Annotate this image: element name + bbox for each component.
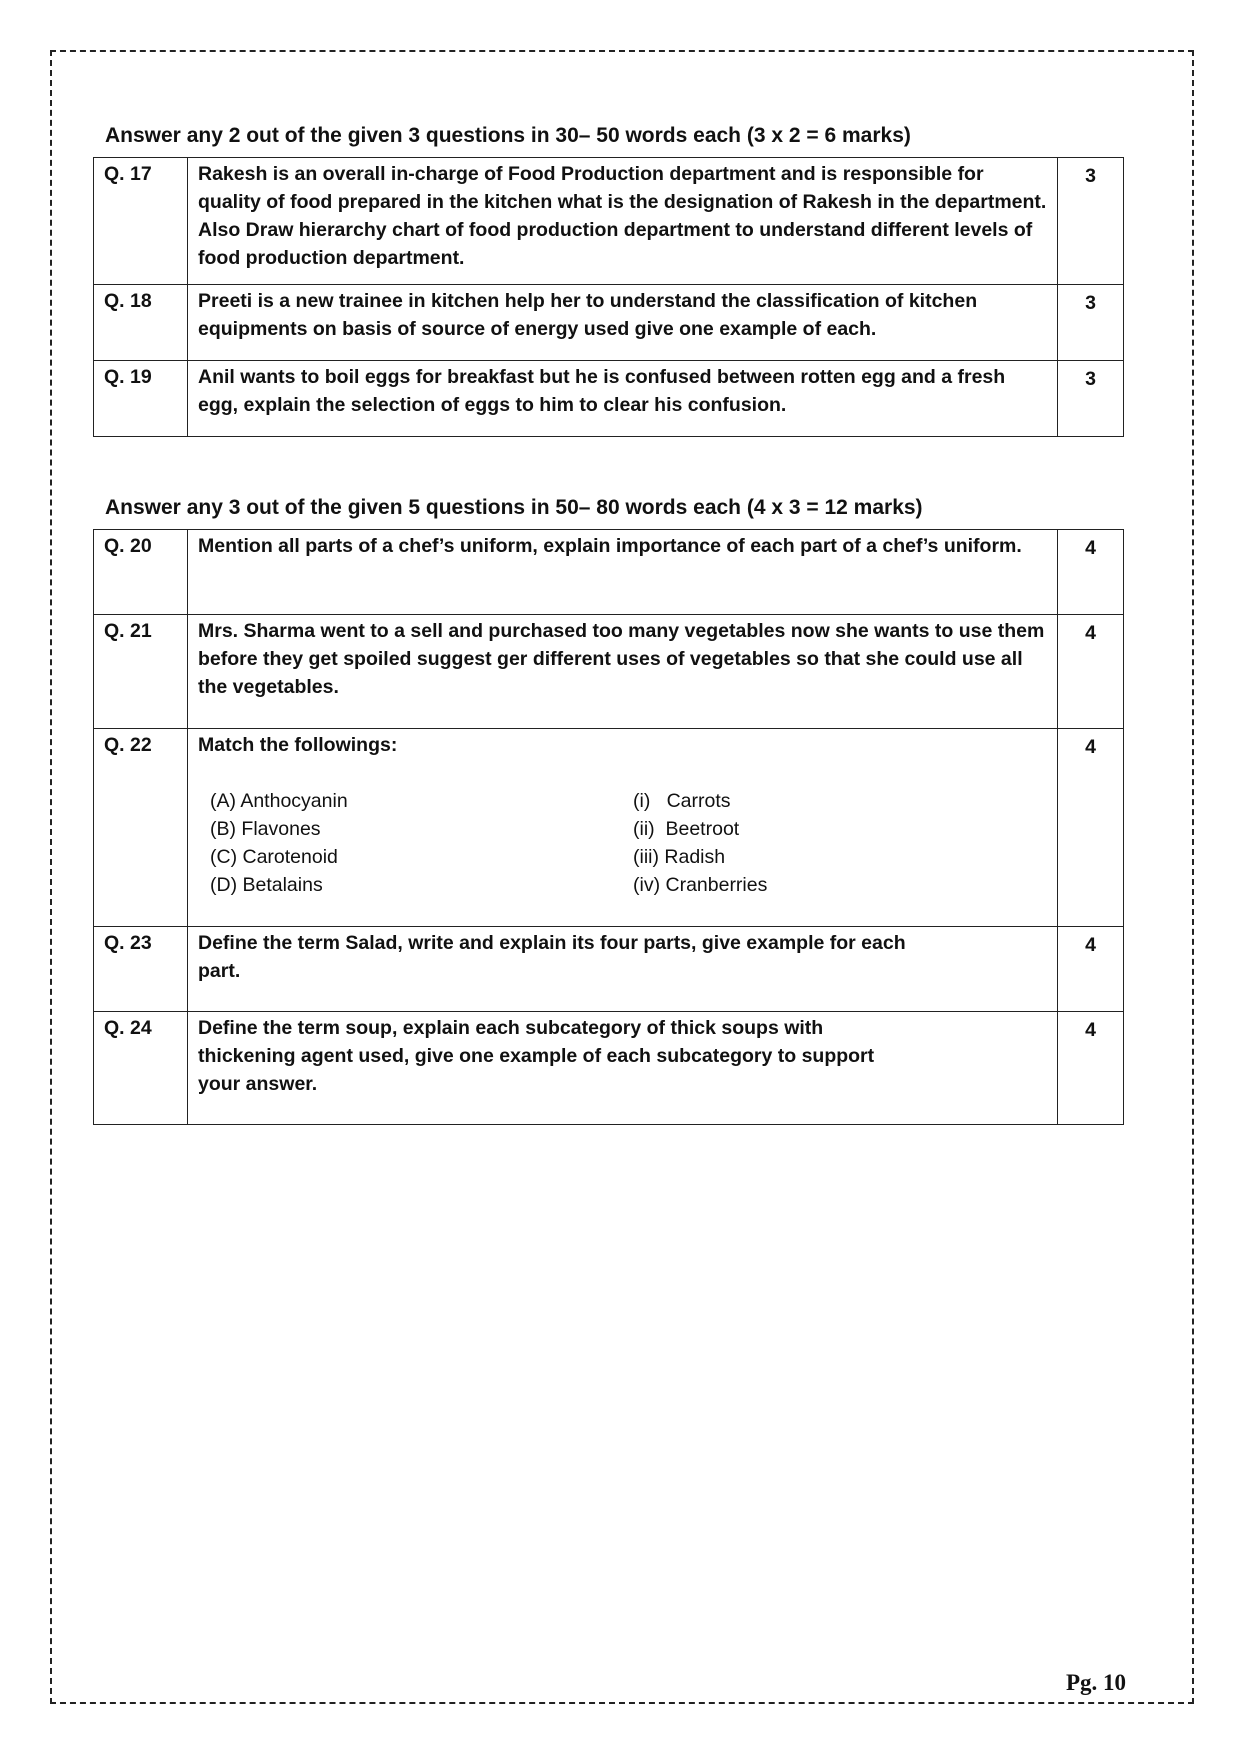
question-marks: 4 bbox=[1058, 530, 1124, 615]
question-text-cell bbox=[188, 729, 1058, 927]
question-number: Q. 23 bbox=[94, 927, 188, 1012]
question-number: Q. 20 bbox=[94, 530, 188, 615]
match-left-item: (B) Flavones bbox=[210, 818, 321, 840]
question-text: Mrs. Sharma went to a sell and purchased too many vegetables now she wants to use them before they get spoiled suggest ger different uses of vegetables so that she could use all the vegetables. bbox=[188, 615, 1058, 729]
question-text: Rakesh is an overall in-charge of Food Production department and is responsible for quality of food prepared in the kitchen what is the designation of Rakesh in the department. Also Draw hierarchy chart of food production department to understand different levels of food production department. bbox=[188, 158, 1058, 285]
question-number: Q. 21 bbox=[94, 615, 188, 729]
question-number: Q. 24 bbox=[94, 1012, 188, 1125]
question-row-21 bbox=[94, 615, 1124, 729]
question-marks: 3 bbox=[1058, 361, 1124, 437]
question-text: Preeti is a new trainee in kitchen help her to understand the classification of kitchen equipments on basis of source of energy used give one example of each. bbox=[188, 285, 1058, 361]
question-marks: 4 bbox=[1058, 927, 1124, 1012]
question-marks: 3 bbox=[1058, 285, 1124, 361]
match-right-item: (iii) Radish bbox=[633, 846, 726, 868]
section2-heading: Answer any 3 out of the given 5 questions in 50– 80 words each (4 x 3 = 12 marks) bbox=[105, 496, 923, 519]
question-text: Anil wants to boil eggs for breakfast but he is confused between rotten egg and a fresh egg, explain the selection of eggs to him to clear his confusion. bbox=[188, 361, 1058, 437]
question-marks: 4 bbox=[1058, 729, 1124, 927]
match-right-item: (i) Carrots bbox=[633, 790, 731, 812]
question-marks: 4 bbox=[1058, 1012, 1124, 1125]
question-row-23 bbox=[94, 927, 1124, 1012]
section1-heading: Answer any 2 out of the given 3 questions in 30– 50 words each (3 x 2 = 6 marks) bbox=[105, 124, 911, 147]
page-number: Pg. 10 bbox=[1066, 1670, 1127, 1695]
section1-question-table bbox=[93, 157, 1124, 437]
match-right-item: (ii) Beetroot bbox=[633, 818, 740, 840]
question-row-22 bbox=[94, 729, 1124, 927]
question-text: Mention all parts of a chef’s uniform, explain importance of each part of a chef’s uniform. bbox=[188, 530, 1058, 615]
match-left-column bbox=[210, 787, 348, 899]
question-marks: 4 bbox=[1058, 615, 1124, 729]
question-number: Q. 17 bbox=[94, 158, 188, 285]
match-right-column bbox=[633, 787, 767, 899]
match-right-item: (iv) Cranberries bbox=[633, 874, 768, 896]
question-text: Match the followings: bbox=[198, 734, 398, 756]
section2-question-table bbox=[93, 529, 1124, 1125]
question-text: Define the term soup, explain each subcategory of thick soups with thickening agent used, give one example of each subcategory to support your answer. bbox=[188, 1012, 1058, 1125]
question-number: Q. 22 bbox=[94, 729, 188, 927]
question-row-18 bbox=[94, 285, 1124, 361]
match-columns bbox=[198, 787, 1047, 915]
match-left-item: (C) Carotenoid bbox=[210, 846, 338, 868]
question-row-20 bbox=[94, 530, 1124, 615]
question-marks: 3 bbox=[1058, 158, 1124, 285]
question-text: Define the term Salad, write and explain its four parts, give example for each part. bbox=[188, 927, 1058, 1012]
question-row-17 bbox=[94, 158, 1124, 285]
match-left-item: (A) Anthocyanin bbox=[210, 790, 348, 812]
question-row-19 bbox=[94, 361, 1124, 437]
match-left-item: (D) Betalains bbox=[210, 874, 323, 896]
question-number: Q. 18 bbox=[94, 285, 188, 361]
question-number: Q. 19 bbox=[94, 361, 188, 437]
question-row-24 bbox=[94, 1012, 1124, 1125]
